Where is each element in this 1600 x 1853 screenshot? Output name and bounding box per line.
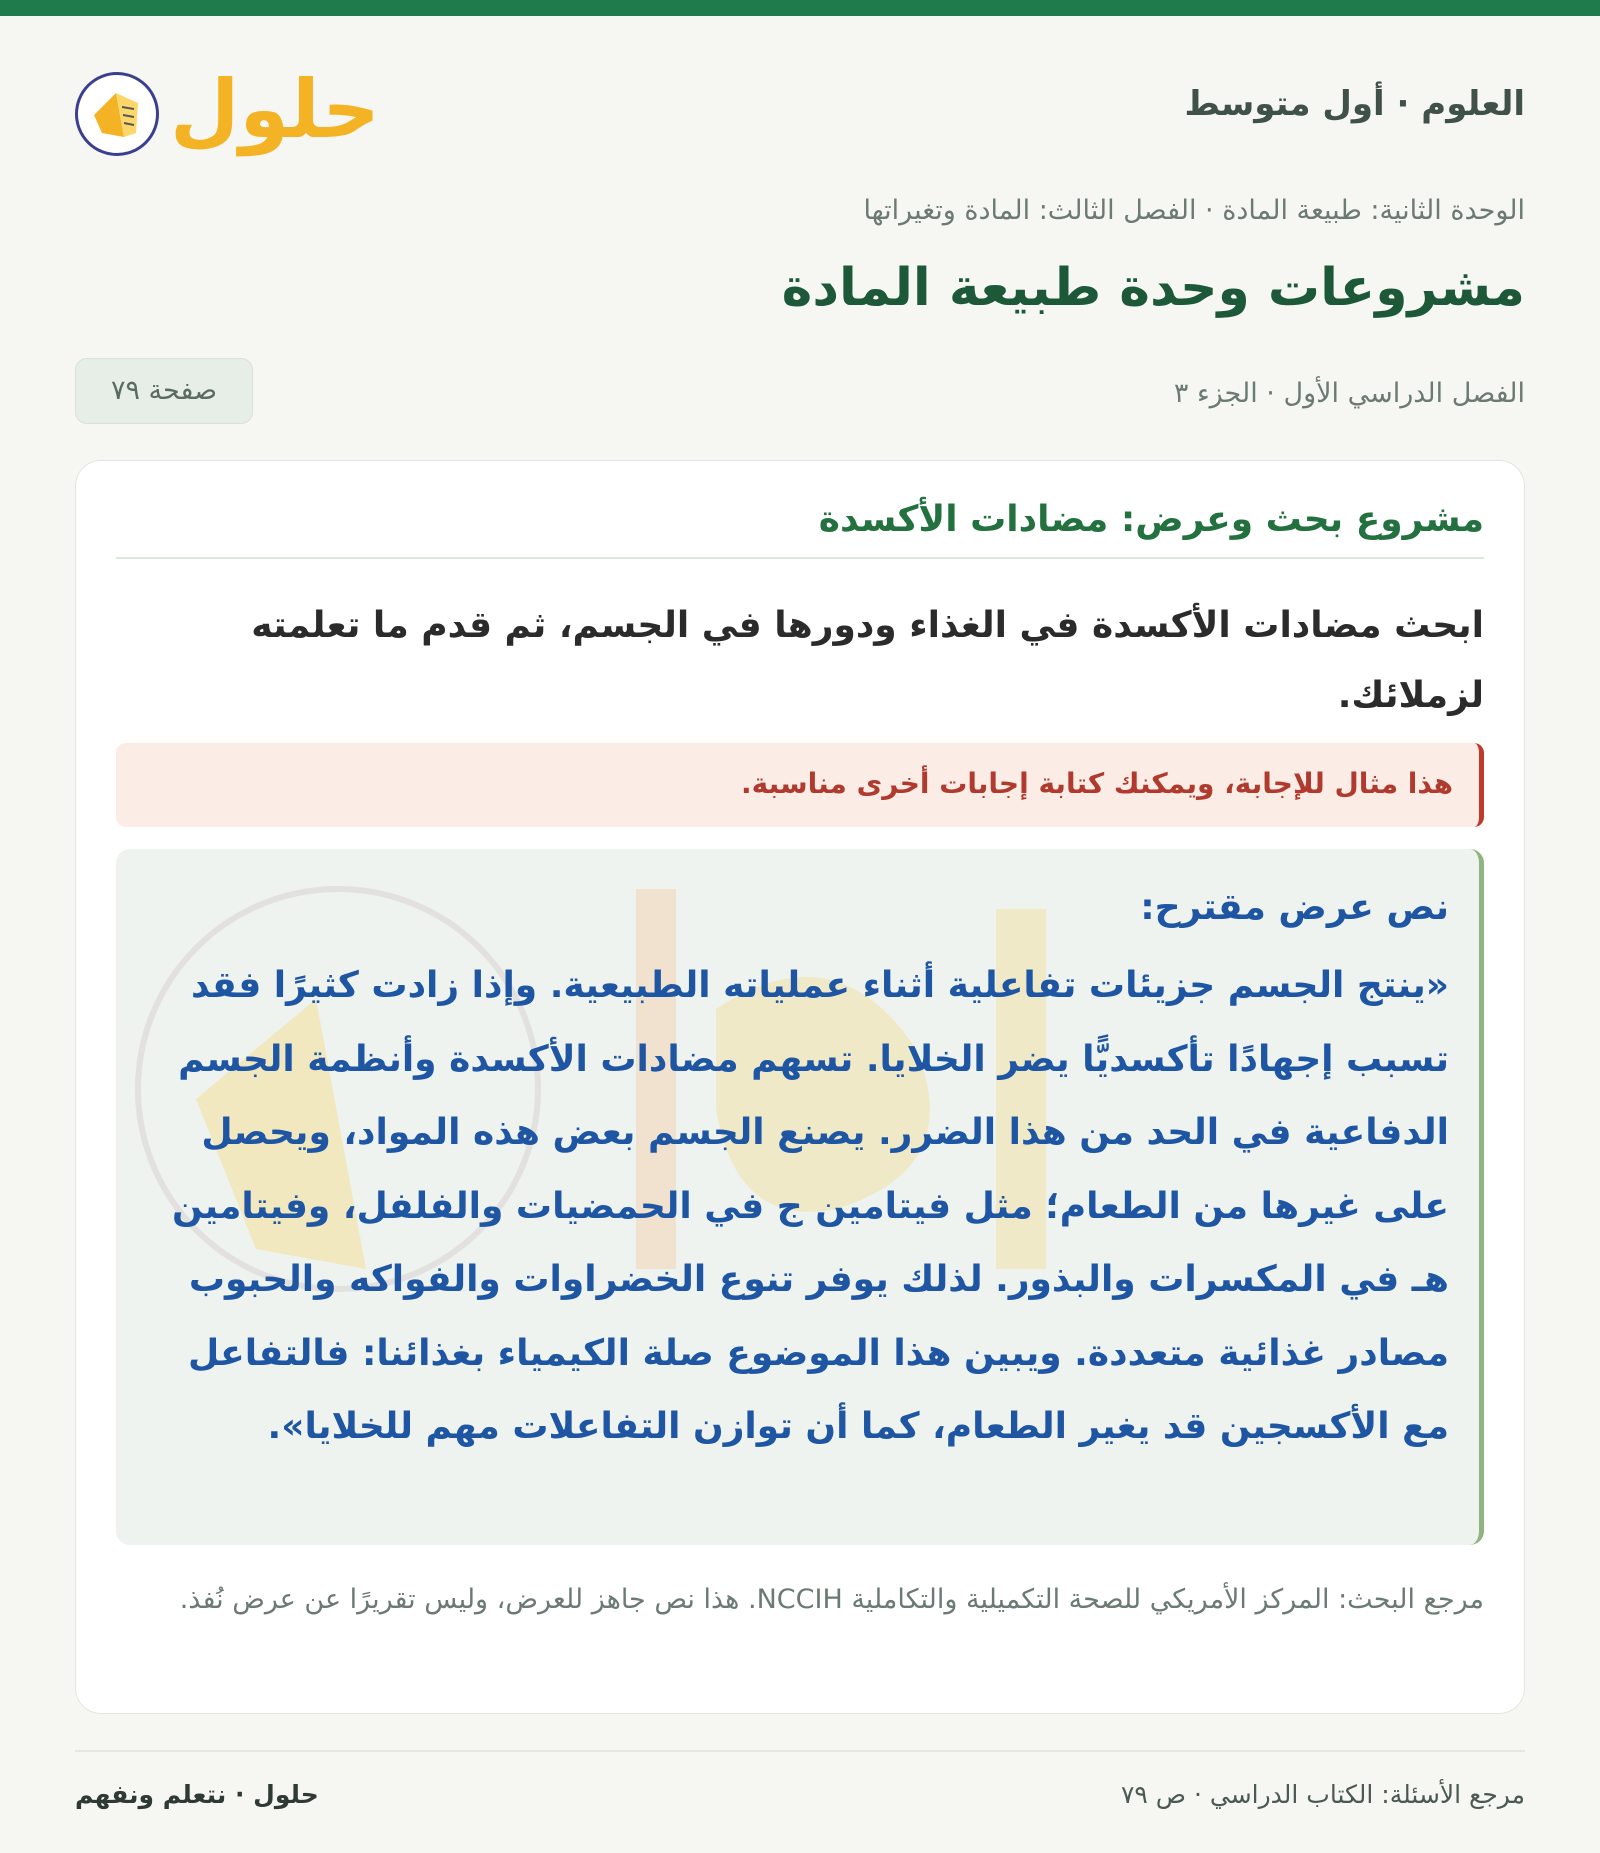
footer-source: مرجع الأسئلة: الكتاب الدراسي · ص ٧٩ — [1120, 1780, 1525, 1809]
top-accent-bar — [0, 0, 1600, 16]
answer-note-text: هذا مثال للإجابة، ويمكنك كتابة إجابات أخرى مناسبة. — [741, 767, 1453, 800]
answer-box — [116, 849, 1484, 1545]
research-reference: مرجع البحث: المركز الأمريكي للصحة التكميلية والتكاملية NCCIH. هذا نص جاهز للعرض، وليس تقريرًا عن عرض نُفذ. — [179, 1584, 1484, 1615]
answer-text: «ينتج الجسم جزيئات تفاعلية أثناء عملياته الطبيعية. وإذا زادت كثيرًا فقد تسبب إجهادًا تأكسديًّا يضر الخلايا. تسهم مضادات الأكسدة وأنظمة الجسم الدفاعية في الحد من هذا الضرر. يصنع الجسم بعض هذه المواد، ويحصل على غيرها من الطعام؛ مثل فيتامين ج في الحمضيات والفلفل، وفيتامين هـ في المكسرات والبذور. لذلك يوفر تنوع الخضراوات والفواكه والحبوب مصادر غذائية متعددة. ويبين هذا الموضوع صلة الكيمياء بغذائنا: فالتفاعل مع الأكسجين قد يغير الطعام، كما أن توازن التفاعلات مهم للخلايا». — [172, 965, 1449, 1447]
footer-divider — [75, 1750, 1525, 1752]
book-pencil-icon — [75, 72, 159, 156]
logo-wordmark: حلول — [170, 63, 380, 156]
page-number-badge: صفحة ٧٩ — [75, 358, 253, 424]
card-header — [116, 499, 1484, 559]
question-text: ابحث مضادات الأكسدة في الغذاء ودورها في الجسم، ثم قدم ما تعلمته لزملائك. — [251, 605, 1484, 716]
answer-note — [116, 743, 1484, 827]
term-info: الفصل الدراسي الأول · الجزء ٣ — [1173, 378, 1525, 409]
answer-heading: نص عرض مقترح: — [1140, 887, 1449, 928]
page-header — [75, 50, 1525, 170]
site-logo[interactable] — [75, 50, 380, 170]
subject-label: العلوم · أول متوسط — [1184, 84, 1525, 124]
breadcrumb: الوحدة الثانية: طبيعة المادة · الفصل الثالث: المادة وتغيراتها — [863, 195, 1525, 226]
footer-brand[interactable]: حلول · نتعلم ونفهم — [75, 1780, 319, 1809]
project-card — [75, 460, 1525, 1714]
page-title: مشروعات وحدة طبيعة المادة — [781, 258, 1525, 318]
card-title: مشروع بحث وعرض: مضادات الأكسدة — [818, 499, 1484, 540]
